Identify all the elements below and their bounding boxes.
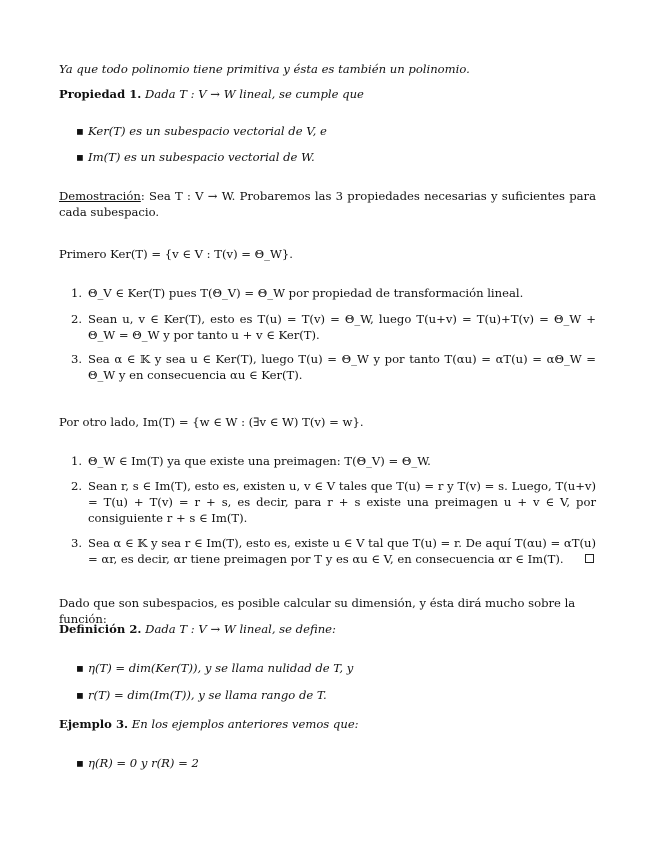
item-number: 1. — [71, 286, 83, 300]
property-statement: Dada T : V → W lineal, se cumple que — [145, 87, 364, 101]
proof-label: Demostración — [59, 189, 141, 203]
item-number: 1. — [71, 454, 83, 468]
item-text: Θ_V ∈ Ker(T) pues T(Θ_V) = Θ_W por propiedad de transformación lineal. — [88, 286, 524, 300]
item-text: Sea α ∈ 𝕂 y sea r ∈ Im(T), esto es, existe u ∈ V tal que T(u) = r. De aquí T(αu) = αT(u) = αr, es decir, αr tiene preimagen por T y es αu ∈ V, en consecuencia αr ∈ Im(T). — [88, 536, 596, 566]
definition-2 — [59, 621, 596, 637]
example-label: Ejemplo 3. — [59, 717, 129, 731]
intro-text: Ya que todo polinomio tiene primitiva y ésta es también un polinomio. — [59, 62, 470, 76]
item-number: 3. — [71, 352, 83, 366]
definition-statement: Dada T : V → W lineal, se define: — [145, 622, 336, 636]
item-number: 2. — [71, 479, 83, 493]
proof-text: : Sea T : V → W. Probaremos las 3 propiedades necesarias y suficientes para cada subespacio. — [59, 189, 596, 219]
bullet-icon: ▪ — [76, 124, 84, 138]
bullet-text: η(T) = dim(Ker(T)), y se llama nulidad de T, y — [88, 661, 354, 675]
item-text: Sea α ∈ 𝕂 y sea u ∈ Ker(T), luego T(u) = Θ_W y por tanto T(αu) = αT(u) = αΘ_W = Θ_W y en consecuencia αu ∈ Ker(T). — [88, 352, 596, 382]
bullet-text: Im(T) es un subespacio vectorial de W. — [88, 150, 315, 164]
bullet-icon: ▪ — [76, 756, 84, 770]
property-1 — [59, 86, 596, 102]
bullet-icon: ▪ — [76, 150, 84, 164]
example-statement: En los ejemplos anteriores vemos que: — [131, 717, 359, 731]
property-label: Propiedad 1. — [59, 87, 142, 101]
item-text: Sean u, v ∈ Ker(T), esto es T(u) = T(v) = Θ_W, luego T(u+v) = T(u)+T(v) = Θ_W + Θ_W = Θ_W y por tanto u + v ∈ Ker(T). — [88, 312, 596, 342]
item-text: Θ_W ∈ Im(T) ya que existe una preimagen: T(Θ_V) = Θ_W. — [88, 454, 431, 468]
item-text: Sean r, s ∈ Im(T), esto es, existen u, v ∈ V tales que T(u) = r y T(v) = s. Luego, T(u+v) = T(u) + T(v) = r + s, es decir, para r + s existe una preimagen u + v ∈ V, por consiguiente r + s ∈ Im(T). — [88, 479, 596, 525]
bullet-icon: ▪ — [76, 688, 84, 702]
item-number: 3. — [71, 536, 83, 550]
qed-square-icon — [585, 554, 594, 563]
dimension-intro: Dado que son subespacios, es posible calcular su dimensión, y ésta dirá mucho sobre la función: — [59, 596, 576, 626]
ker-intro: Primero Ker(T) = {v ∈ V : T(v) = Θ_W}. — [59, 247, 293, 261]
bullet-text: Ker(T) es un subespacio vectorial de V, e — [88, 124, 327, 138]
im-intro: Por otro lado, Im(T) = {w ∈ W : (∃v ∈ W) T(v) = w}. — [59, 415, 364, 429]
bullet-icon: ▪ — [76, 661, 84, 675]
proof-paragraph — [59, 188, 596, 220]
item-number: 2. — [71, 312, 83, 326]
bullet-text: r(T) = dim(Im(T)), y se llama rango de T. — [88, 688, 327, 702]
example-3 — [59, 716, 596, 732]
bullet-text: η(R) = 0 y r(R) = 2 — [88, 756, 199, 770]
definition-label: Definición 2. — [59, 622, 142, 636]
